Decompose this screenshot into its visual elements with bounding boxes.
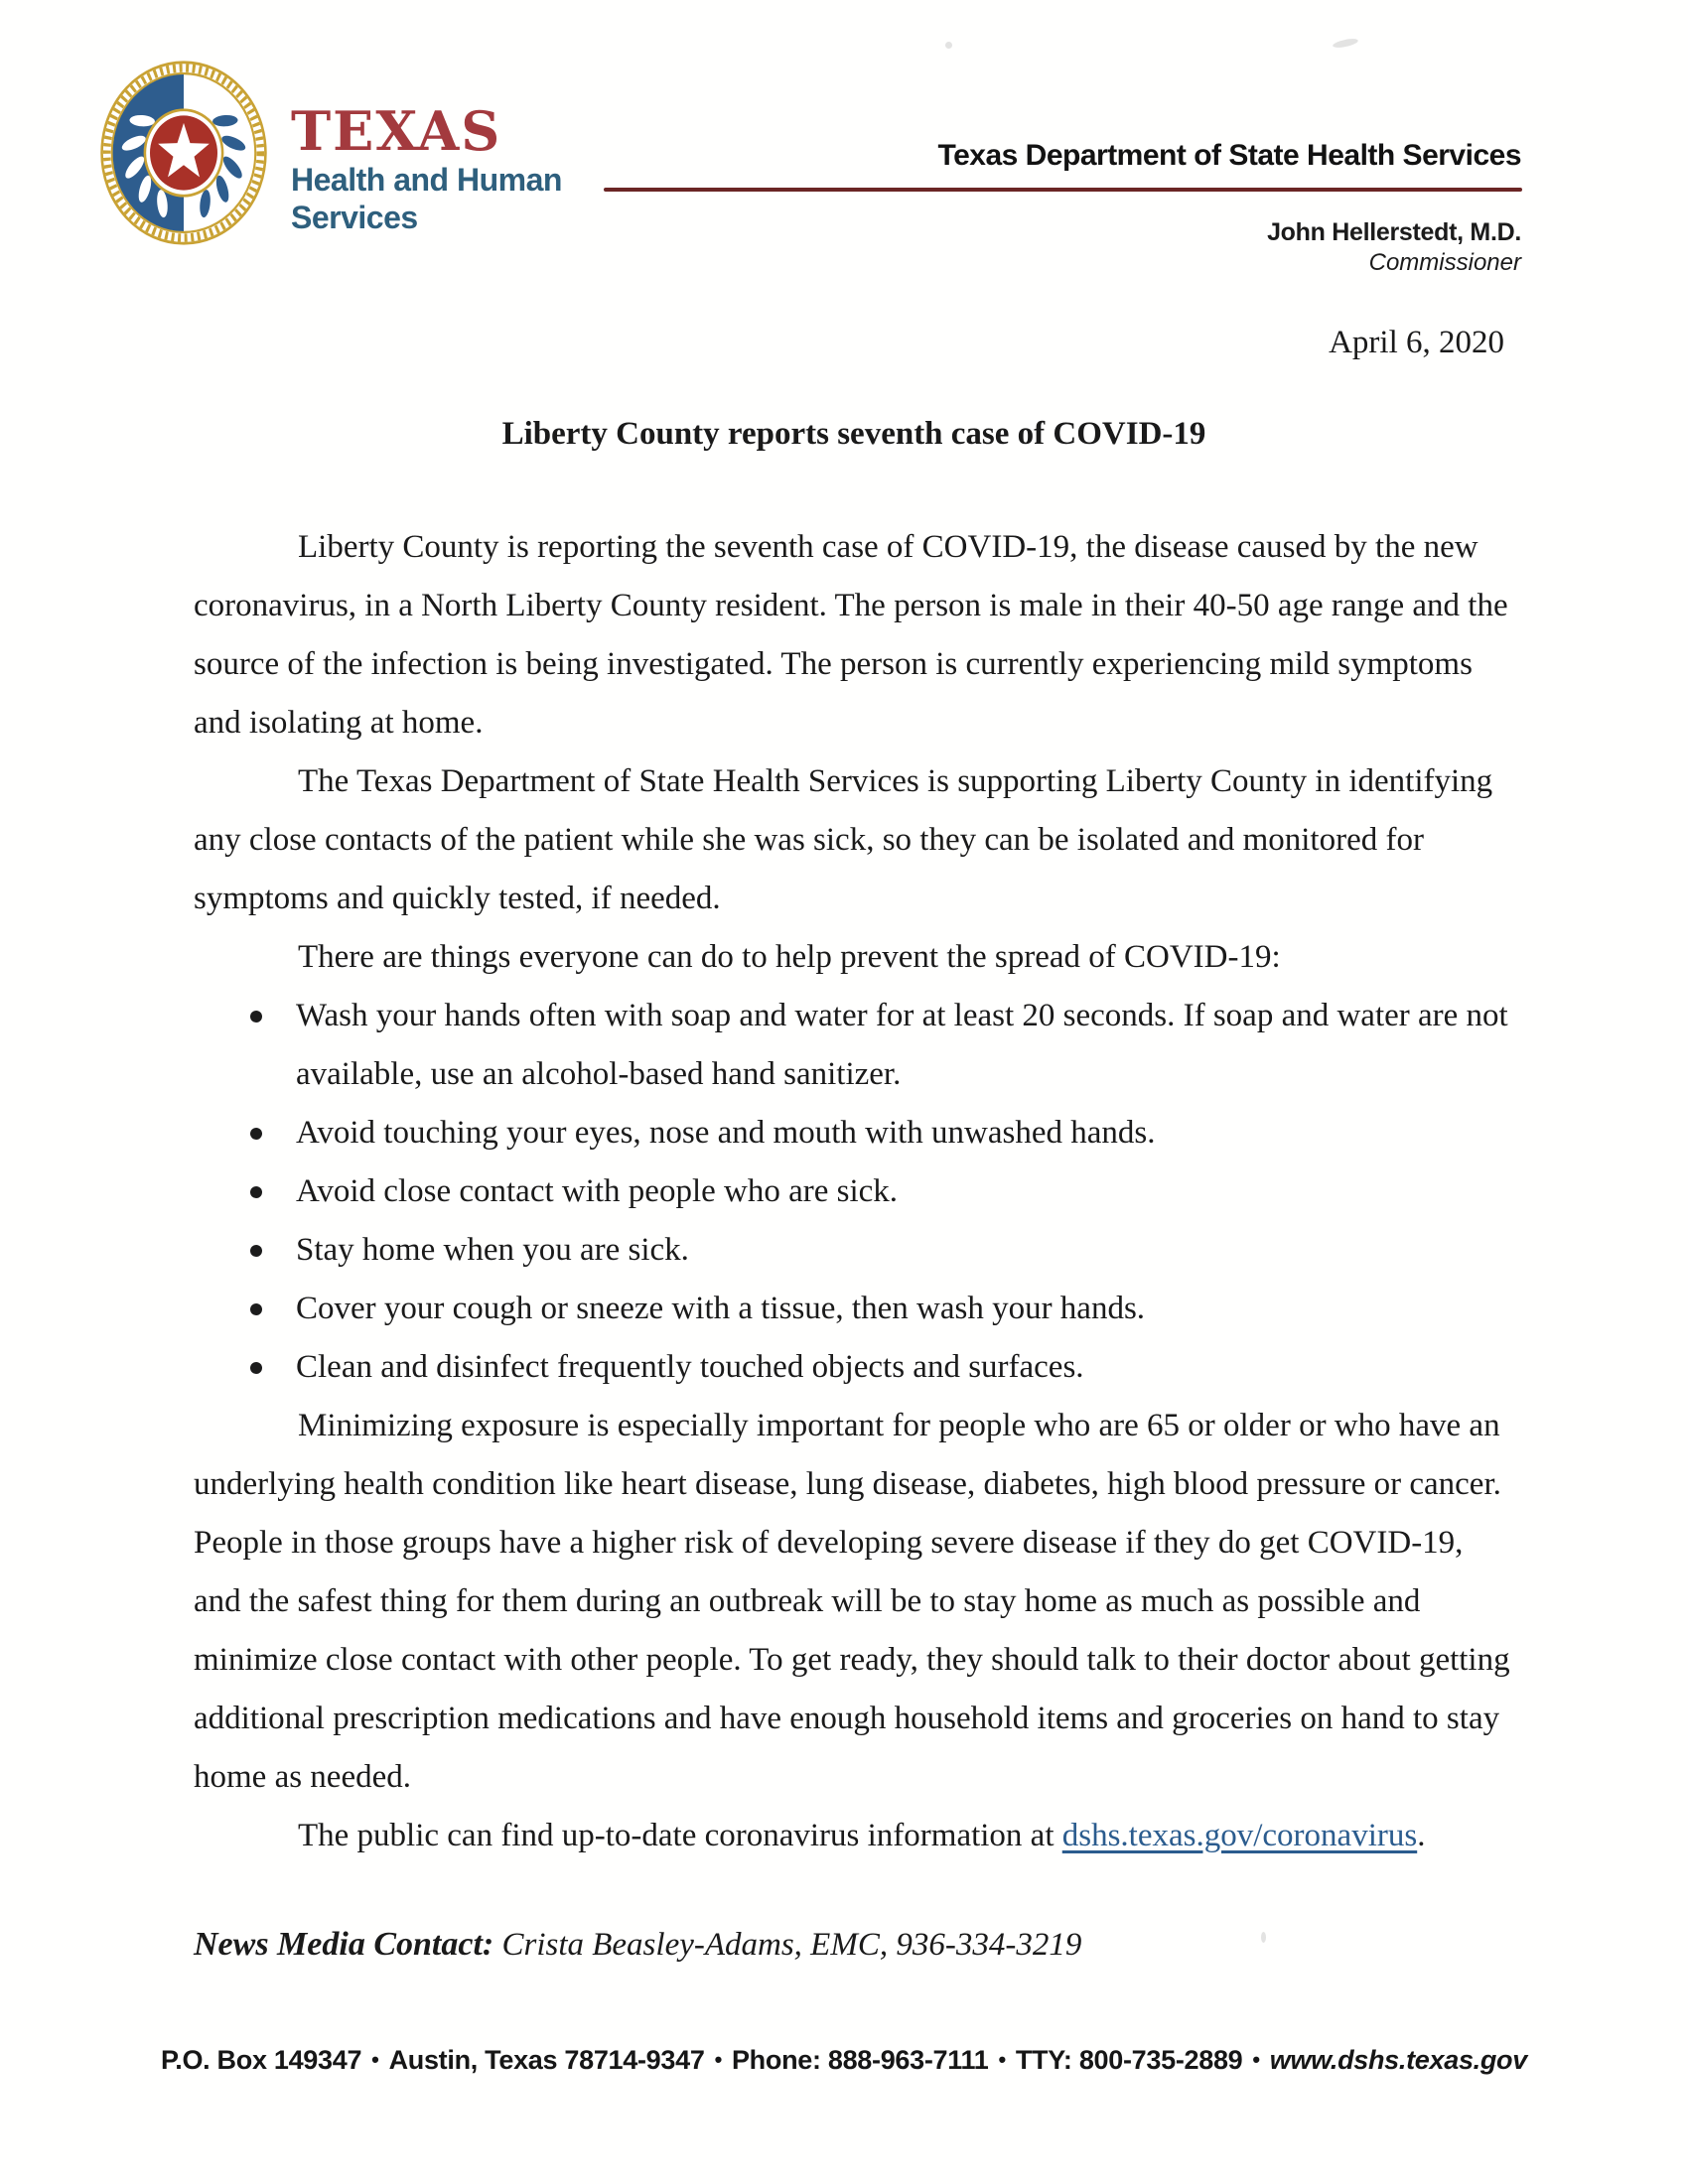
paragraph-minimizing-exposure: Minimizing exposure is especially important for people who are 65 or older or who have an underlying health condition like heart disease, lung disease, diabetes, high blood pressure or cancer. People in those groups have a higher risk of developing severe disease if they do get COVID-19, and the safest thing for them during an outbreak will be to stay home as much as possible and minimize close contact with other people. To get ready, they should talk to their doctor about getting additional prescription medications and have enough household items and groceries on hand to stay home as needed.	[194, 1408, 1510, 1795]
logo-health-human: Health and Human	[291, 162, 562, 198]
media-contact-label: News Media Contact:	[194, 1926, 494, 1963]
media-contact-line	[194, 1915, 1514, 1975]
footer-contact-line	[0, 2045, 1688, 2076]
paragraph-more-info	[194, 1807, 1514, 1865]
media-contact-details: Crista Beasley-Adams, EMC, 936-334-3219	[493, 1927, 1082, 1963]
paragraph-prevention-intro: There are things everyone can do to help prevent the spread of COVID-19:	[298, 939, 1281, 975]
scan-artifact	[945, 42, 952, 49]
list-item: Stay home when you are sick.	[194, 1221, 1514, 1280]
commissioner-block	[1267, 216, 1521, 278]
letter-body	[194, 323, 1514, 1975]
prevention-list	[194, 987, 1514, 1397]
footer-website: www.dshs.texas.gov	[1269, 2045, 1527, 2075]
page-title: Liberty County reports seventh case of COVID-19	[501, 416, 1206, 452]
date: April 6, 2020	[1329, 325, 1504, 360]
scan-artifact	[1261, 1932, 1266, 1943]
more-info-text: The public can find up-to-date coronavirus information at	[298, 1818, 1062, 1853]
coronavirus-info-link[interactable]: dshs.texas.gov/coronavirus	[1061, 1818, 1418, 1853]
footer-separator: •	[371, 2047, 379, 2072]
department-name: Texas Department of State Health Services	[937, 139, 1521, 172]
texas-hhs-seal-icon	[99, 60, 268, 246]
list-item: Wash your hands often with soap and water for at least 20 seconds. If soap and water are not available, use an alcohol-based hand sanitizer.	[194, 987, 1514, 1104]
paragraph-case-report: Liberty County is reporting the seventh case of COVID-19, the disease caused by the new coronavirus, in a North Liberty County resident. The person is male in their 40-50 age range and the source of the infection is being investigated. The person is currently experiencing mild symptoms and isolating at home.	[194, 529, 1508, 741]
footer-separator: •	[714, 2047, 722, 2072]
list-item: Avoid close contact with people who are sick.	[194, 1162, 1514, 1221]
logo-services: Services	[291, 200, 418, 235]
header-divider	[604, 188, 1522, 192]
footer-separator: •	[1252, 2047, 1260, 2072]
list-item: Avoid touching your eyes, nose and mouth with unwashed hands.	[194, 1104, 1514, 1162]
logo-brand-texas: TEXAS	[291, 99, 502, 163]
paragraph-dshs-support: The Texas Department of State Health Services is supporting Liberty County in identifying any close contacts of the patient while she was sick, so they can be isolated and monitored for symptoms and quickly tested, if needed.	[194, 763, 1493, 916]
sentence-period: .	[1417, 1818, 1426, 1853]
footer-tty: TTY: 800-735-2889	[1015, 2045, 1243, 2075]
commissioner-title: Commissioner	[1368, 249, 1521, 276]
list-item: Clean and disinfect frequently touched objects and surfaces.	[194, 1338, 1514, 1397]
list-item: Cover your cough or sneeze with a tissue, then wash your hands.	[194, 1280, 1514, 1338]
footer-address: Austin, Texas 78714-9347	[388, 2045, 705, 2075]
scan-artifact	[1333, 37, 1359, 49]
footer-separator: •	[998, 2047, 1006, 2072]
commissioner-name: John Hellerstedt, M.D.	[1267, 218, 1521, 246]
footer-po-box: P.O. Box 149347	[161, 2045, 362, 2075]
footer-phone: Phone: 888-963-7111	[731, 2045, 989, 2075]
logo-wordmark	[291, 101, 562, 236]
